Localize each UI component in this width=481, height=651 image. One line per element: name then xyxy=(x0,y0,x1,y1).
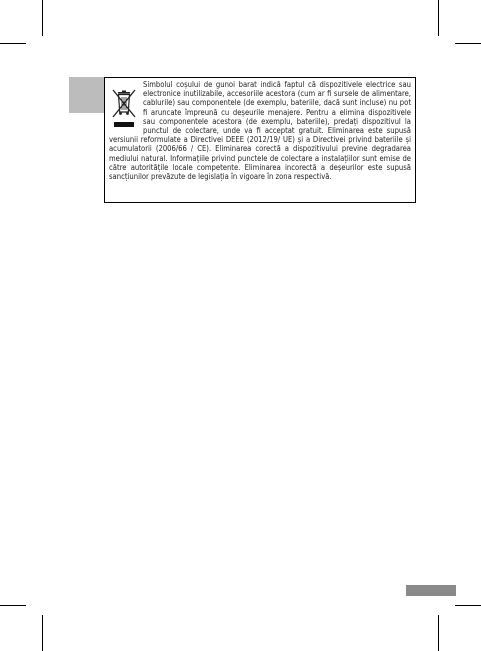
crop-mark-bottom-right xyxy=(438,615,439,651)
crop-mark-right-top xyxy=(455,43,481,44)
crop-mark-right-bottom xyxy=(455,605,481,606)
weee-notice-box xyxy=(104,77,416,203)
crop-mark-left-bottom xyxy=(0,605,26,606)
page-number-tab xyxy=(406,585,456,596)
crop-mark-left-top xyxy=(0,43,26,44)
crop-mark-bottom-left xyxy=(42,615,43,651)
crop-mark-top-right xyxy=(438,0,439,36)
section-tab xyxy=(69,77,105,113)
crop-mark-top-left xyxy=(42,0,43,36)
weee-notice-text: Simbolul coșului de gunoi barat indică faptul că dispozitivele electrice sau electronice inutilizabile, accesoriile acestora (cum ar fi sursele de alimentare, cablurile) sau componentele (de exemplu, bateriile, dacă sunt incluse) nu pot fi aruncate împreună cu deșeurile menajere. Pentru a elimina dispozitivele sau componentele acestora (de exemplu, bateriile), predați dispozitivul la punctul de colectare, unde va fi acceptat gratuit. Eliminarea este supusă versiunii reformulate a Directivei DEEE (2012/19/ UE) și a Directivei privind bateriile și acumulatorii (2006/66 / CE). Eliminarea corectă a dispozitivului previne degradarea mediului natural. Informațiile privind punctele de colectare a instalațiilor sunt emise de către autoritățile locale competente. Eliminarea incorectă a deșeurilor este supusă sancțiunilor prevăzute de legislația în vigoare în zona respectivă. xyxy=(109,80,411,182)
